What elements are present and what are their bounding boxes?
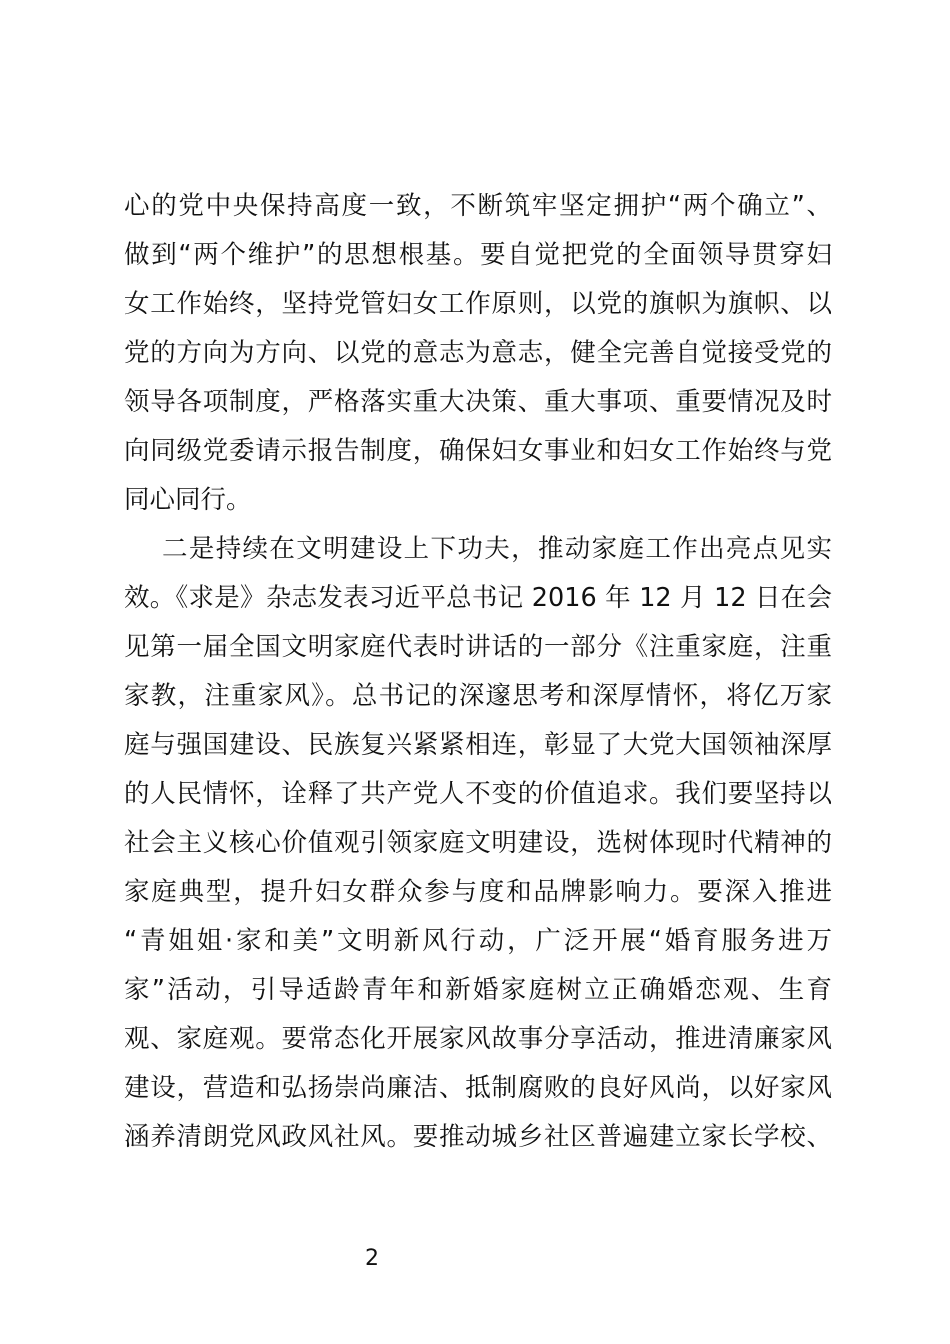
- text-line: 领导各项制度，严格落实重大决策、重大事项、重要情况及时: [124, 387, 832, 417]
- body-text: [124, 182, 832, 1162]
- text-line: 社会主义核心价值观引领家庭文明建设，选树体现时代精神的: [124, 828, 832, 858]
- text-line: 同心同行。: [124, 485, 252, 515]
- text-line: 观、家庭观。要常态化开展家风故事分享活动，推进清廉家风: [124, 1024, 832, 1054]
- text-line: 见第一届全国文明家庭代表时讲话的一部分《注重家庭，注重: [124, 632, 832, 662]
- text-line: 党的方向为方向、以党的意志为意志，健全完善自觉接受党的: [124, 338, 832, 368]
- text-line: 家教，注重家风》。总书记的深邃思考和深厚情怀，将亿万家: [124, 681, 832, 711]
- paragraph-start-line: 二是持续在文明建设上下功夫，推动家庭工作出亮点见实: [162, 534, 832, 564]
- text-line: “青姐姐·家和美”文明新风行动，广泛开展“婚育服务进万: [124, 926, 832, 956]
- text-line: 涵养清朗党风政风社风。要推动城乡社区普遍建立家长学校、: [124, 1122, 832, 1152]
- text-line: 效。《求是》杂志发表习近平总书记 2016 年 12 月 12 日在会: [124, 583, 832, 613]
- text-line: 心的党中央保持高度一致，不断筑牢坚定拥护“两个确立”、: [124, 191, 832, 221]
- text-line: 家”活动，引导适龄青年和新婚家庭树立正确婚恋观、生育: [124, 975, 832, 1005]
- text-line: 做到“两个维护”的思想根基。要自觉把党的全面领导贯穿妇: [124, 240, 832, 270]
- text-line: 庭与强国建设、民族复兴紧紧相连，彰显了大党大国领袖深厚: [124, 730, 832, 760]
- text-line: 的人民情怀，诠释了共产党人不变的价值追求。我们要坚持以: [124, 779, 832, 809]
- page-number: 2: [365, 1246, 379, 1271]
- text-line: 女工作始终，坚持党管妇女工作原则，以党的旗帜为旗帜、以: [124, 289, 832, 319]
- text-line: 家庭典型，提升妇女群众参与度和品牌影响力。要深入推进: [124, 877, 832, 907]
- text-line: 向同级党委请示报告制度，确保妇女事业和妇女工作始终与党: [124, 436, 832, 466]
- text-line: 建设，营造和弘扬崇尚廉洁、抵制腐败的良好风尚，以好家风: [124, 1073, 832, 1103]
